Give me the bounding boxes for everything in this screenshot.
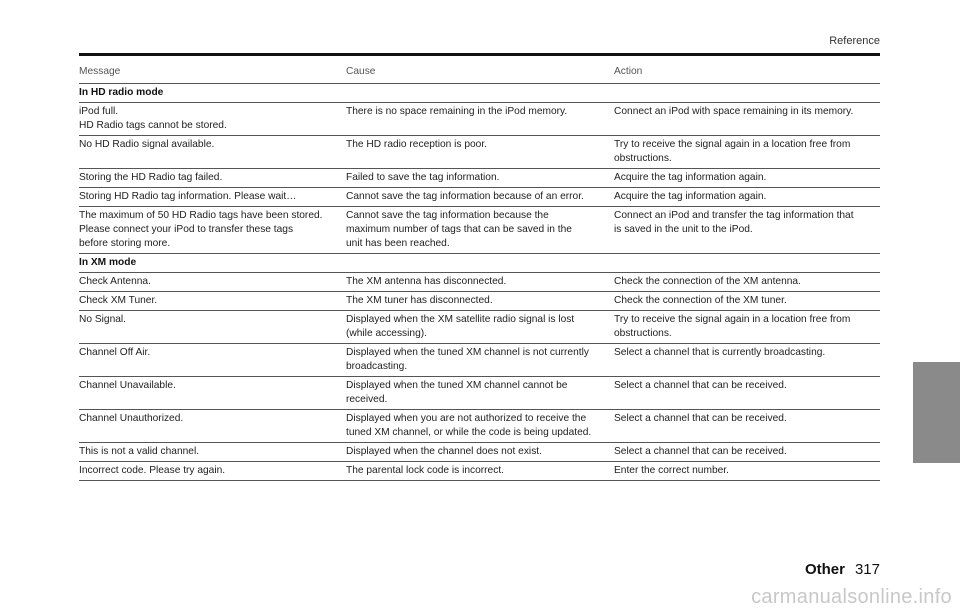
table-row [79,377,880,410]
table-row [79,273,880,292]
cell-message [79,188,346,207]
table-row [79,169,880,188]
column-header-message: Message [79,62,346,84]
cell-cause [346,410,614,443]
cell-message [79,377,346,410]
cell-message [79,136,346,169]
message-text: Channel Unauthorized. [79,413,184,424]
action-text: Enter the correct number. [614,465,729,476]
section-header-row [79,254,880,273]
cell-action [614,292,880,311]
footer-section-title: Other [804,561,845,578]
cell-cause [346,443,614,462]
cell-cause [346,311,614,344]
table-header-row [79,62,880,84]
cell-action [614,103,880,136]
watermark: carmanualsonline.info [751,586,952,608]
cell-cause [346,377,614,410]
cell-action [614,169,880,188]
side-tab [913,362,960,463]
cause-text: The parental lock code is incorrect. [346,465,504,476]
cell-cause [346,169,614,188]
column-header-cause: Cause [346,62,614,84]
message-text: This is not a valid channel. [79,446,200,457]
header-rule [79,53,880,56]
cause-text: The HD radio reception is poor. [346,139,487,150]
action-text: Connect an iPod with space remaining in its memory. [614,106,854,117]
cell-action [614,273,880,292]
cell-action [614,443,880,462]
cell-message [79,443,346,462]
cell-action [614,462,880,481]
message-text: The maximum of 50 HD Radio tags have been stored. Please connect your iPod to transfer these tags before storing more. [79,210,323,249]
section-header-row [79,84,880,103]
action-text: Try to receive the signal again in a location free from obstructions. [614,139,851,164]
message-text: Check XM Tuner. [79,295,158,306]
cell-action [614,188,880,207]
cell-message [79,169,346,188]
cell-message [79,207,346,254]
cell-cause [346,136,614,169]
table-row [79,188,880,207]
cell-message [79,273,346,292]
cell-cause [346,273,614,292]
cell-cause [346,188,614,207]
header-section-label: Reference [829,35,880,47]
cell-action [614,207,880,254]
table-body [79,84,880,481]
cell-message [79,103,346,136]
action-text: Check the connection of the XM tuner. [614,295,787,306]
action-text: Acquire the tag information again. [614,191,767,202]
cell-cause [346,292,614,311]
action-text: Connect an iPod and transfer the tag information that is saved in the unit to the iPod. [614,210,854,235]
cause-text: Displayed when the tuned XM channel cannot be received. [346,380,568,405]
action-text: Acquire the tag information again. [614,172,767,183]
section-title: In XM mode [79,254,880,273]
cause-text: Displayed when the channel does not exist. [346,446,542,457]
cell-cause [346,103,614,136]
cell-message [79,410,346,443]
cell-action [614,377,880,410]
page-number: 317 [854,561,880,578]
cell-action [614,311,880,344]
table-row [79,136,880,169]
cell-action [614,410,880,443]
action-text: Select a channel that can be received. [614,380,787,391]
cell-action [614,136,880,169]
action-text: Try to receive the signal again in a location free from obstructions. [614,314,851,339]
message-text: Incorrect code. Please try again. [79,465,226,476]
cause-text: The XM antenna has disconnected. [346,276,507,287]
message-text: Channel Unavailable. [79,380,176,391]
message-text: Check Antenna. [79,276,151,287]
message-text: No Signal. [79,314,127,325]
section-title: In HD radio mode [79,84,880,103]
page-footer [805,561,880,578]
cause-text: Displayed when the tuned XM channel is not currently broadcasting. [346,347,589,372]
cause-text: The XM tuner has disconnected. [346,295,493,306]
action-text: Select a channel that can be received. [614,413,787,424]
action-text: Select a channel that is currently broadcasting. [614,347,826,358]
column-header-action: Action [614,62,880,84]
cause-text: Displayed when you are not authorized to receive the tuned XM channel, or while the code is being updated. [346,413,592,438]
cause-text: Displayed when the XM satellite radio signal is lost (while accessing). [346,314,575,339]
cause-text: There is no space remaining in the iPod memory. [346,106,568,117]
message-table [79,62,880,481]
cause-text: Cannot save the tag information because of an error. [346,191,584,202]
cell-message [79,311,346,344]
cause-text: Cannot save the tag information because the maximum number of tags that can be saved in the unit has been reached. [346,210,572,249]
cell-cause [346,462,614,481]
action-text: Select a channel that can be received. [614,446,787,457]
table-row [79,462,880,481]
message-text: Storing HD Radio tag information. Please wait… [79,191,297,202]
message-text: Storing the HD Radio tag failed. [79,172,223,183]
cell-message [79,462,346,481]
table-row [79,311,880,344]
table-row [79,207,880,254]
cell-cause [346,344,614,377]
cell-message [79,292,346,311]
message-text: Channel Off Air. [79,347,151,358]
table-row [79,443,880,462]
table-row [79,292,880,311]
message-text: No HD Radio signal available. [79,139,215,150]
table-row [79,344,880,377]
cell-action [614,344,880,377]
cell-message [79,344,346,377]
action-text: Check the connection of the XM antenna. [614,276,801,287]
cell-cause [346,207,614,254]
table-row [79,103,880,136]
cause-text: Failed to save the tag information. [346,172,500,183]
table-row [79,410,880,443]
message-text: iPod full. HD Radio tags cannot be stored. [79,106,227,131]
